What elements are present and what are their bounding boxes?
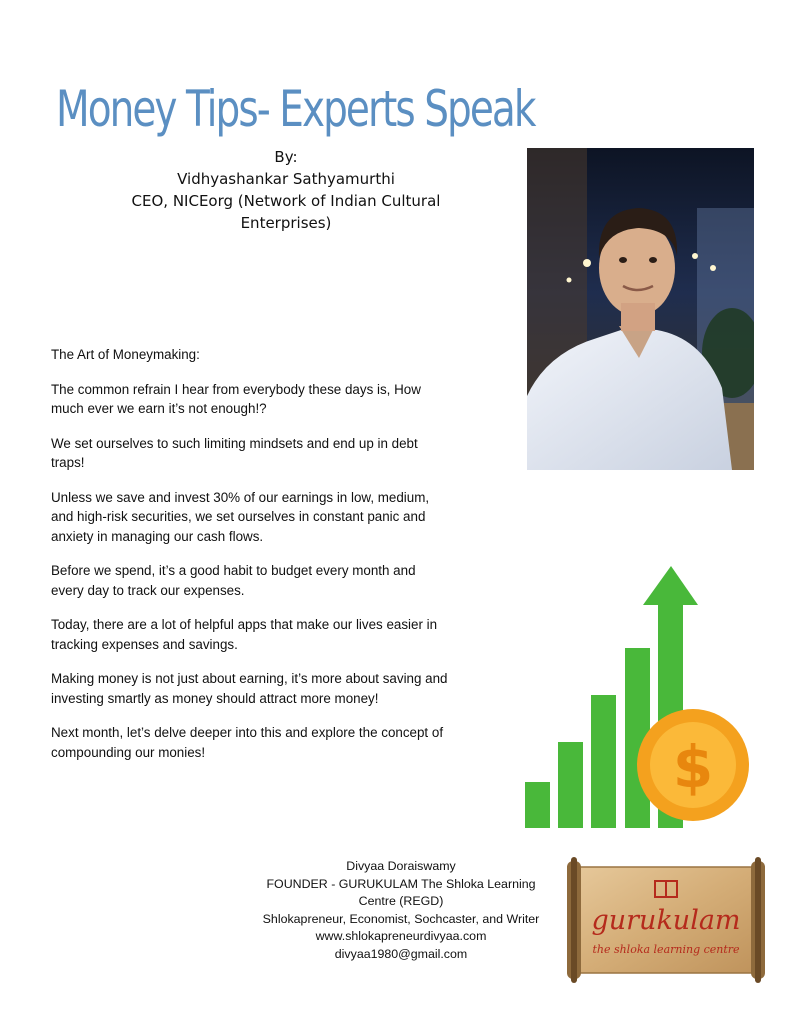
article-paragraph: Next month, let’s delve deeper into this and explore the concept of compounding our monies! (51, 725, 444, 760)
growth-chart-dollar-icon (515, 560, 765, 835)
footer-signature (256, 858, 546, 963)
article-paragraph: We set ourselves to such limiting mindsets and end up in debt traps! (51, 435, 418, 470)
footer-name: Divyaa Doraiswamy (346, 859, 456, 873)
article-paragraph: Today, there are a lot of helpful apps that make our lives easier in tracking expenses and savings. (51, 617, 438, 652)
byline-label: By: (274, 148, 298, 166)
footer-roles: Shlokapreneur, Economist, Sochcaster, and Writer (262, 911, 540, 926)
author-photo (527, 148, 754, 470)
author-name: Vidhyashankar Sathyamurthi (177, 170, 395, 188)
article-paragraph: The common refrain I hear from everybody these days is, How much ever we earn it’s not enough!? (51, 381, 421, 416)
author-role-continued: Enterprises) (240, 214, 332, 232)
footer-title-continued: Centre (REGD) (358, 894, 444, 908)
logo-tagline: the shloka learning centre (592, 943, 740, 956)
article-heading: The Art of Moneymaking: (51, 347, 200, 362)
footer-email: divyaa1980@gmail.com (334, 946, 468, 961)
article-paragraph: Before we spend, it’s a good habit to budget every month and every day to track our expenses. (51, 563, 416, 598)
gurukulam-logo (563, 857, 769, 983)
page-title: Money Tips- Experts Speak (56, 79, 535, 138)
logo-wordmark: gurukulam (591, 905, 741, 936)
article-body (51, 345, 451, 777)
footer-website: www.shlokapreneurdivyaa.com (315, 929, 487, 943)
byline (96, 146, 476, 234)
dollar-sign-icon: $ (672, 733, 714, 801)
footer-title: FOUNDER - GURUKULAM The Shloka Learning (266, 876, 536, 891)
article-paragraph: Making money is not just about earning, it’s more about saving and investing smartly as money should attract more money! (51, 671, 448, 706)
author-role: CEO, NICEorg (Network of Indian Cultural (131, 192, 441, 210)
article-paragraph: Unless we save and invest 30% of our earnings in low, medium, and high-risk securities, we set ourselves in constant panic and anxiety in managing our cash flows. (51, 489, 430, 544)
